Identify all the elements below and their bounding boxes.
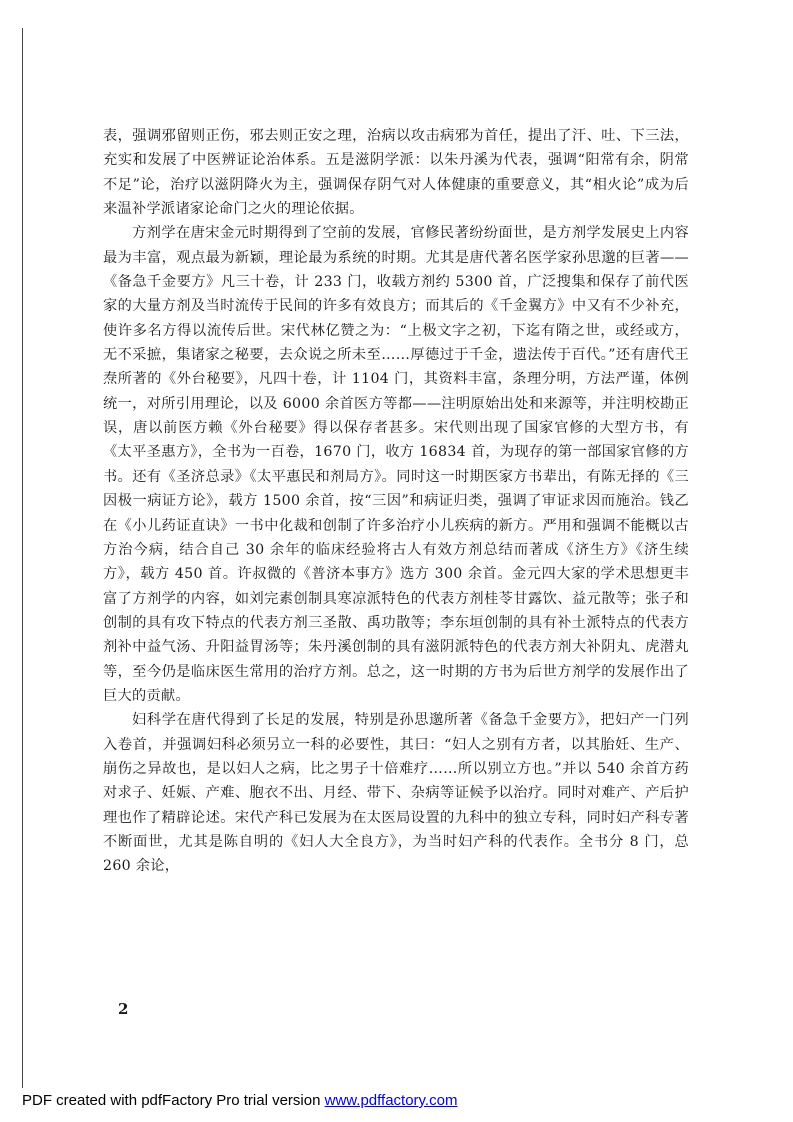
paragraph-continuation: 表，强调邪留则正伤，邪去则正安之理，治病以攻击病邪为首任，提出了汗、吐、下三法，充实和发展了中医辨证论治体系。五是滋阴学派：以朱丹溪为代表，强调“阳常有余，阴常不足”论，治疗以滋阴降火为主，强调保存阴气对人体健康的重要意义，其“相火论”成为后来温补学派诸家论命门之火的理论依据。: [103, 128, 689, 218]
footer-prefix: PDF created with pdfFactory Pro trial version: [22, 1092, 325, 1109]
body-text: [103, 124, 689, 879]
paragraph-formulas: 方剂学在唐宋金元时期得到了空前的发展，官修民著纷纷面世，是方剂学发展史上内容最为丰富，观点最为新颖，理论最为系统的时期。尤其是唐代著名医学家孙思邈的巨著——《备急千金要方》凡三十卷，计 233 门，收载方剂约 5300 首，广泛搜集和保存了前代医家的大量方剂及当时流传于民间的许多有效良方；而其后的《千金翼方》中又有不少补充，使许多名方得以流传后世。宋代林亿赞之为：“上极文字之初，下迄有隋之世，或经或方，无不采摭，集诸家之秘要，去众说之所未至……厚德过于千金，遗法传于百代。”还有唐代王焘所著的《外台秘要》，凡四十卷，计 1104 门，其资料丰富，条理分明，方法严谨，体例统一，对所引用理论，以及 6000 余首医方等都——注明原始出处和来源等，并注明校勘正误，唐以前医方赖《外台秘要》得以保存者甚多。宋代则出现了国家官修的大型方书，有《太平圣惠方》，全书为一百卷，1670 门，收方 16834 首，为现存的第一部国家官修的方书。还有《圣济总录》《太平惠民和剂局方》。同时这一时期医家方书辈出，有陈无择的《三因极一病证方论》，载方 1500 余首，按“三因”和病证归类，强调了审证求因而施治。钱乙在《小儿药证直诀》一书中化裁和创制了许多治疗小儿疾病的新方。严用和强调不能概以古方治今病，结合自己 30 余年的临床经验将古人有效方剂总结而著成《济生方》《济生续方》，载方 450 首。许叔微的《普济本事方》选方 300 余首。金元四大家的学术思想更丰富了方剂学的内容，如刘完素创制具寒凉派特色的代表方剂桂苓甘露饮、益元散等；张子和创制的具有攻下特点的代表方剂三圣散、禹功散等；李东垣创制的具有补土派特点的代表方剂补中益气汤、升阳益胃汤等；朱丹溪创制的具有滋阴派特色的代表方剂大补阴丸、虎潜丸等，至今仍是临床医生常用的治疗方剂。总之，这一时期的方书为后世方剂学的发展作出了巨大的贡献。: [103, 225, 689, 704]
left-margin-rule: [22, 28, 23, 1088]
pdf-watermark-footer: [22, 1092, 457, 1109]
pdffactory-link[interactable]: www.pdffactory.com: [324, 1092, 458, 1109]
paragraph-gynecology: 妇科学在唐代得到了长足的发展，特别是孙思邈所著《备急千金要方》，把妇产一门列入卷首，并强调妇科必须另立一科的必要性，其曰：“妇人之别有方者，以其胎妊、生产、崩伤之异故也，是以妇人之病，比之男子十倍难疗……所以别立方也。”并以 540 余首方药对求子、妊娠、产难、胞衣不出、月经、带下、杂病等证候予以治疗。同时对难产、产后护理也作了精辟论述。宋代产科已发展为在太医局设置的九科中的独立专科，同时妇产科专著不断面世，尤其是陈自明的《妇人大全良方》，为当时妇产科的代表作。全书分 8 门，总 260 余论，: [103, 712, 689, 875]
page-number: 2: [118, 1000, 129, 1018]
